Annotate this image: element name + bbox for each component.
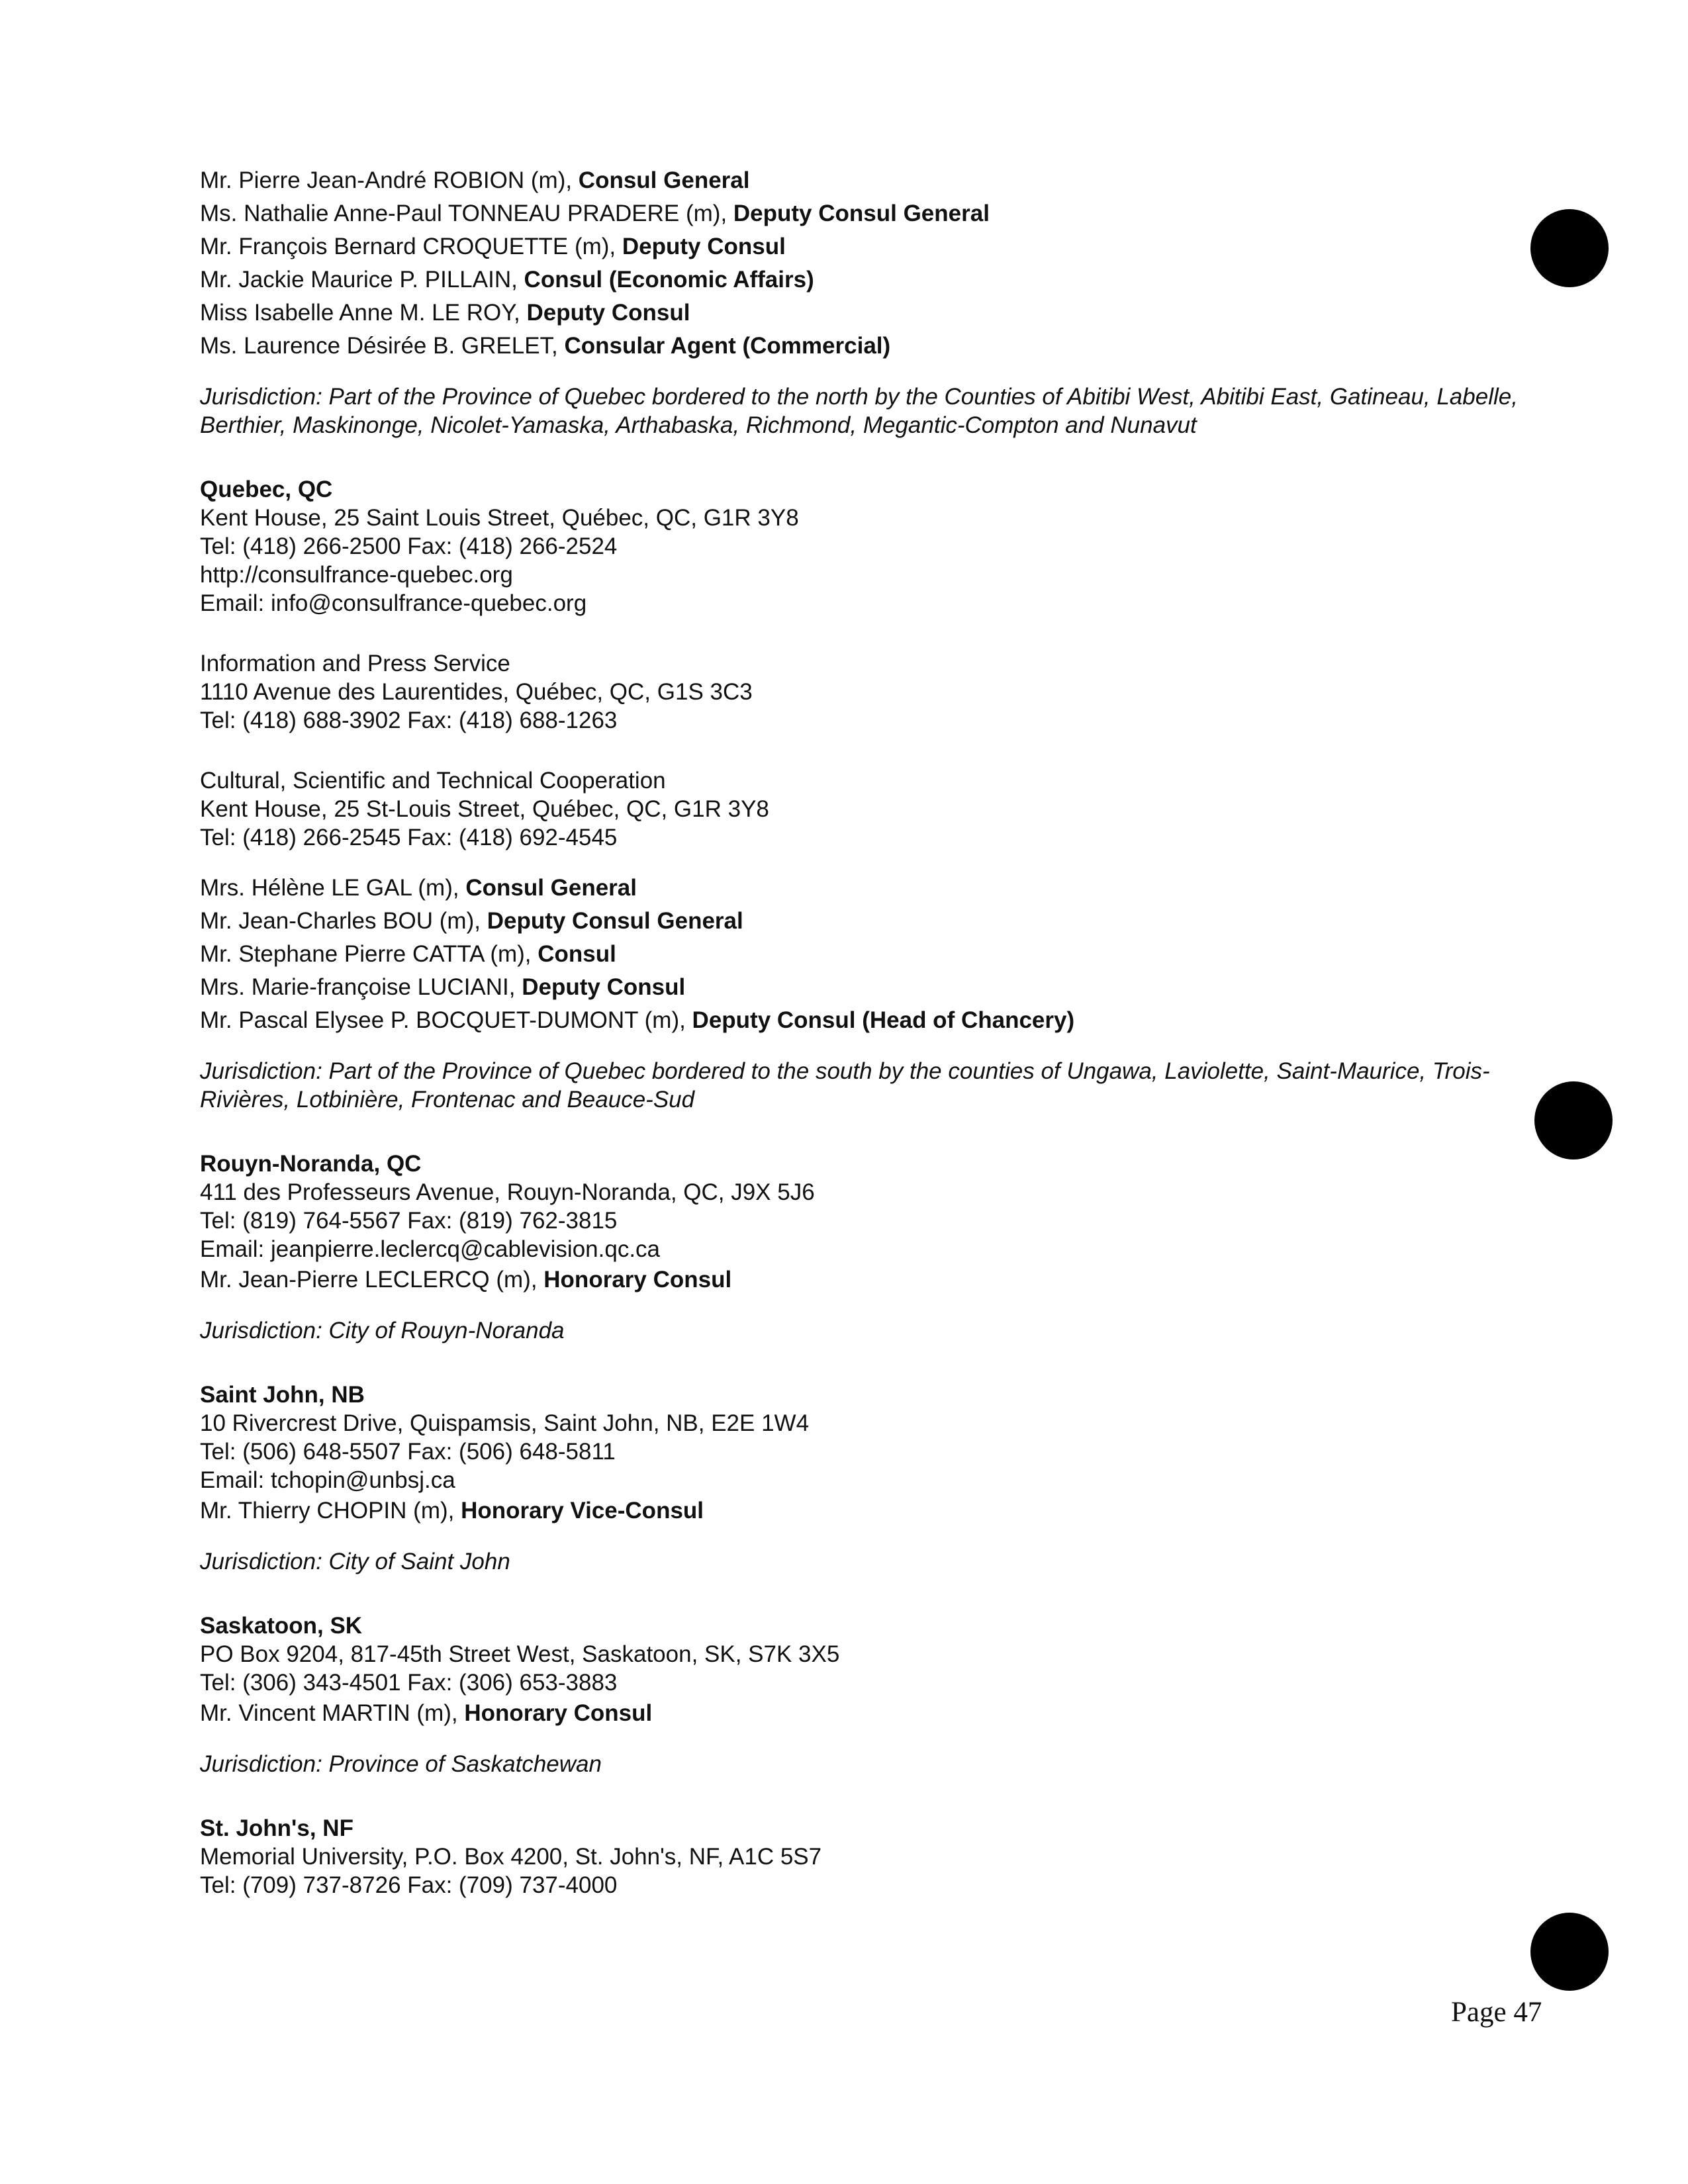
address-line: Kent House, 25 Saint Louis Street, Québec, QC, G1R 3Y8 (200, 505, 799, 531)
service-title: Cultural, Scientific and Technical Cooperation (200, 768, 666, 794)
phone-line: Tel: (418) 266-2500 Fax: (418) 266-2524 (200, 533, 618, 559)
email-line: Email: info@consulfrance-quebec.org (200, 590, 587, 616)
staff-entry: Mr. Pascal Elysee P. BOCQUET-DUMONT (m), Deputy Consul (Head of Chancery) (200, 1007, 1075, 1033)
jurisdiction-note: Jurisdiction: City of Rouyn-Noranda (200, 1318, 565, 1343)
staff-list-montreal (200, 164, 1524, 363)
staff-entry: Mr. Pierre Jean-André ROBION (m), Consul General (200, 167, 750, 193)
jurisdiction-note: Jurisdiction: Part of the Province of Quebec bordered to the north by the Counties of Abitibi West, Abitibi East, Gatineau, Labelle, Berthier, Maskinonge, Nicolet-Yamaska, Arthabaska, Richmond, Megantic-Compton and Nunavut (200, 384, 1518, 438)
email-line: Email: tchopin@unbsj.ca (200, 1467, 455, 1493)
phone-line: Tel: (819) 764-5567 Fax: (819) 762-3815 (200, 1208, 618, 1234)
address-line: 1110 Avenue des Laurentides, Québec, QC, G1S 3C3 (200, 679, 753, 705)
address-line: PO Box 9204, 817-45th Street West, Saskatoon, SK, S7K 3X5 (200, 1641, 840, 1667)
address-line: Kent House, 25 St-Louis Street, Québec, QC, G1R 3Y8 (200, 796, 769, 822)
phone-line: Tel: (506) 648-5507 Fax: (506) 648-5811 (200, 1439, 616, 1465)
jurisdiction-note: Jurisdiction: City of Saint John (200, 1549, 510, 1574)
staff-entry: Ms. Nathalie Anne-Paul TONNEAU PRADERE (m), Deputy Consul General (200, 201, 990, 226)
page-number: Page 47 (1451, 1997, 1542, 2028)
office-title-rouyn-noranda: Rouyn-Noranda, QC (200, 1151, 422, 1177)
phone-line: Tel: (418) 688-3902 Fax: (418) 688-1263 (200, 707, 618, 733)
office-title-quebec: Quebec, QC (200, 477, 333, 502)
staff-entry: Miss Isabelle Anne M. LE ROY, Deputy Consul (200, 300, 690, 326)
punch-hole-bottom (1530, 1913, 1609, 1991)
phone-line: Tel: (306) 343-4501 Fax: (306) 653-3883 (200, 1670, 618, 1696)
staff-list-quebec (200, 872, 1524, 1037)
website-line: http://consulfrance-quebec.org (200, 562, 513, 588)
punch-hole-middle (1534, 1081, 1613, 1160)
staff-entry: Mr. Jean-Pierre LECLERCQ (m), Honorary Consul (200, 1267, 732, 1293)
service-title: Information and Press Service (200, 651, 510, 676)
phone-line: Tel: (418) 266-2545 Fax: (418) 692-4545 (200, 825, 618, 850)
staff-entry: Mrs. Hélène LE GAL (m), Consul General (200, 875, 637, 901)
phone-line: Tel: (709) 737-8726 Fax: (709) 737-4000 (200, 1872, 618, 1898)
staff-entry: Mr. François Bernard CROQUETTE (m), Deputy Consul (200, 234, 786, 259)
jurisdiction-note: Jurisdiction: Part of the Province of Quebec bordered to the south by the counties of Ungawa, Laviolette, Saint-Maurice, Trois-Rivières, Lotbinière, Frontenac and Beauce-Sud (200, 1058, 1490, 1113)
staff-entry: Mr. Stephane Pierre CATTA (m), Consul (200, 941, 616, 967)
office-title-saint-john: Saint John, NB (200, 1382, 365, 1408)
jurisdiction-note: Jurisdiction: Province of Saskatchewan (200, 1751, 602, 1777)
punch-hole-top (1530, 209, 1609, 287)
staff-entry: Ms. Laurence Désirée B. GRELET, Consular Agent (Commercial) (200, 333, 891, 359)
office-title-saskatoon: Saskatoon, SK (200, 1613, 363, 1639)
staff-entry: Mr. Jackie Maurice P. PILLAIN, Consul (Economic Affairs) (200, 267, 814, 293)
address-line: 411 des Professeurs Avenue, Rouyn-Noranda, QC, J9X 5J6 (200, 1179, 815, 1205)
staff-entry: Mrs. Marie-françoise LUCIANI, Deputy Consul (200, 974, 686, 1000)
office-title-st-johns: St. John's, NF (200, 1815, 353, 1841)
address-line: 10 Rivercrest Drive, Quispamsis, Saint John, NB, E2E 1W4 (200, 1410, 810, 1436)
staff-entry: Mr. Jean-Charles BOU (m), Deputy Consul General (200, 908, 743, 934)
address-line: Memorial University, P.O. Box 4200, St. John's, NF, A1C 5S7 (200, 1844, 822, 1870)
consulate-listing (200, 164, 1524, 1899)
staff-entry: Mr. Thierry CHOPIN (m), Honorary Vice-Consul (200, 1498, 704, 1524)
email-line: Email: jeanpierre.leclercq@cablevision.qc.ca (200, 1236, 661, 1262)
staff-entry: Mr. Vincent MARTIN (m), Honorary Consul (200, 1700, 653, 1726)
